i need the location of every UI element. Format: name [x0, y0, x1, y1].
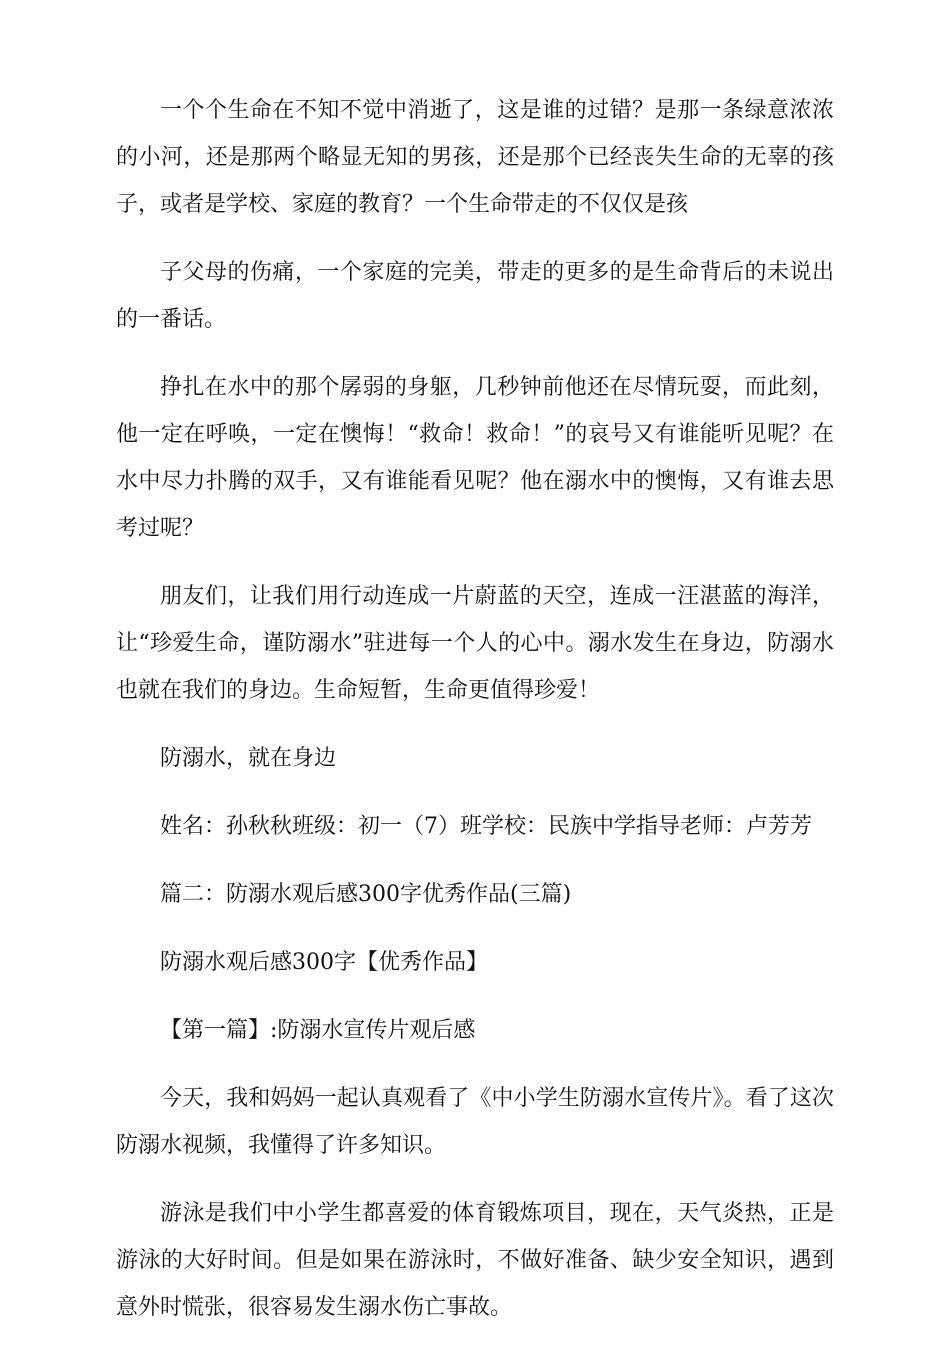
- paragraph-6: 姓名：孙秋秋班级：初一（7）班学校：民族中学指导老师：卢芳芳: [160, 814, 812, 839]
- paragraph-3: 挣扎在水中的那个孱弱的身躯，几秒钟前他还在尽情玩耍，而此刻，他一定在呼唤，一定在懊悔！“救命！救命！”的哀号又有谁能听见呢？在水中尽力扑腾的双手，又有谁能看见呢？他在溺水中的懊悔，又有谁去思考过呢？: [116, 375, 834, 541]
- paragraph-11: 游泳是我们中小学生都喜爱的体育锻炼项目，现在，天气炎热，正是游泳的大好时间。但是如果在游泳时，不做好准备、缺少安全知识，遇到意外时慌张，很容易发生溺水伤亡事故。: [116, 1201, 834, 1320]
- paragraph-4: 朋友们，让我们用行动连成一片蔚蓝的天空，连成一汪湛蓝的海洋，让“珍爱生命，谨防溺水”驻进每一个人的心中。溺水发生在身边，防溺水也就在我们的身边。生命短暂，生命更值得珍爱！: [116, 584, 834, 703]
- paragraph-5: 防溺水，就在身边: [160, 746, 337, 771]
- paragraph-9: 【第一篇】:防溺水宣传片观后感: [160, 1018, 476, 1043]
- document-body: [116, 87, 834, 1352]
- paragraph-7: 篇二：防溺水观后感300字优秀作品(三篇): [160, 882, 572, 907]
- paragraph-8: 防溺水观后感300字【优秀作品】: [160, 950, 488, 975]
- paragraph-2: 子父母的伤痛，一个家庭的完美，带走的更多的是生命背后的未说出的一番话。: [116, 260, 834, 332]
- paragraph-1: 一个个生命在不知不觉中消逝了，这是谁的过错？是那一条绿意浓浓的小河，还是那两个略显无知的男孩，还是那个已经丧失生命的无辜的孩子，或者是学校、家庭的教育？一个生命带走的不仅仅是孩: [116, 98, 834, 217]
- paragraph-10: 今天，我和妈妈一起认真观看了《中小学生防溺水宣传片》。看了这次防溺水视频，我懂得了许多知识。: [116, 1086, 834, 1158]
